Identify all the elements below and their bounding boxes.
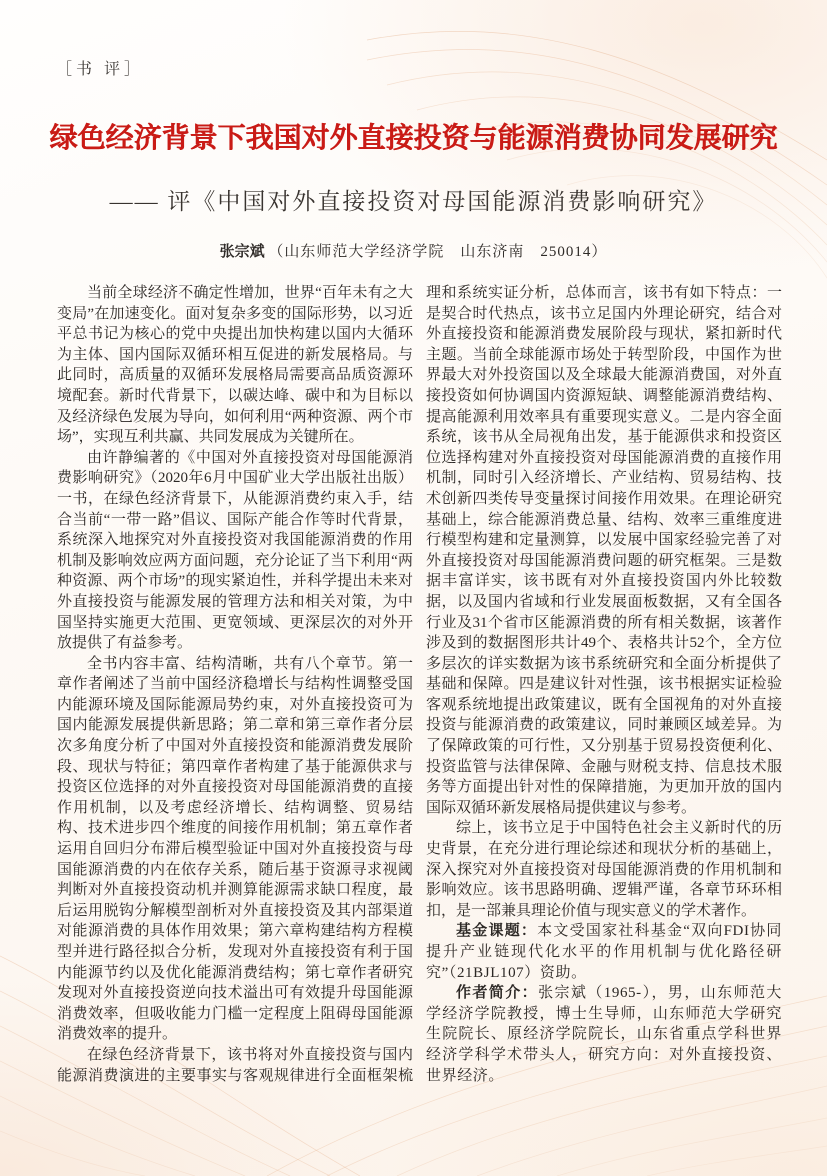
bio-label: 作者简介： (456, 984, 539, 1002)
article-title: 绿色经济背景下我国对外直接投资与能源消费协同发展研究 (49, 122, 778, 153)
body-paragraph-1: 当前全球经济不确定性增加，世界“百年未有之大变局”在加速变化。面对复杂多变的国际形势，以习近平总书记为核心的党中央提出加快构建以国内大循环为主体、国内国际双循环相互促进的新发展格局。与此同时，高质量的双循环发展格局需要高品质资源环境配套。新时代背景下，以碳达峰、碳中和为目标以及经济绿色发展为导向，如何利用“两种资源、两个市场”，实现互利共赢、共同发展成为关键所在。 (57, 285, 413, 446)
article-body (57, 283, 782, 1098)
fund-text: 本文受国家社科基金“双向FDI协同提升产业链现代化水平的作用机制与优化路径研究”（21BJL107）资助。 (426, 923, 782, 981)
article-subtitle: —— 评《中国对外直接投资对母国能源消费影响研究》 (109, 189, 718, 214)
author-bio-note (426, 983, 782, 1086)
author-affiliation: （山东师范大学经济学院 山东济南 250014） (268, 244, 608, 260)
author-line (0, 240, 827, 261)
bio-text: 张宗斌（1965-），男，山东师范大学经济学院教授，博士生导师，山东师范大学研究生院院长、原经济学院院长，山东省重点学科世界经济学科学术带头人，研究方向：对外直接投资、世界经济。 (426, 985, 782, 1084)
body-paragraph-4: 在绿色经济背景下，该书将对外直接投资与国内能源消费演进的主要事实与客观规律进行全面框架梳理和系统实证分析，总体而言，该书有如下特点：一是契合时代热点，该书立足国内外理论研究，结合对外直接投资和能源消费发展阶段与现状，紧扣新时代主题。当前全球能源市场处于转型阶段，中国作为世界最大对外投资国以及全球最大能源消费国，对外直接投资如何协调国内资源短缺、调整能源消费结构、提高能源利用效率具有重要现实意义。二是内容全面系统，该书从全局视角出发，基于能源供求和投资区位选择构建对外直接投资对母国能源消费的直接作用机制，同时引入经济增长、产业结构、贸易结构、技术创新四类传导变量探讨间接作用效果。在理论研究基础上，综合能源消费总量、结构、效率三重维度进行模型构建和定量测算，以发展中国家经验完善了对外直接投资对母国能源消费问题的研究框架。三是数据丰富详实，该书既有对外直接投资国内外比较数据，以及国内省域和行业发展面板数据，又有全国各行业及31个省市区能源消费的所有相关数据，该著作涉及到的数据图形共计49个、表格共计52个，全方位多层次的详实数据为该书系统研究和全面分析提供了基础和保障。四是建议针对性强，该书根据实证检验客观系统地提出政策建议，既有全国视角的对外直接投资与能源消费的政策建议，同时兼顾区域差异。为了保障政策的可行性，又分别基于贸易投资便利化、投资监管与法律保障、金融与财税支持、信息技术服务等方面提出针对性的保障措施，为更加开放的国内国际双循环新发展格局提供建议与参考。 (57, 285, 782, 1084)
body-paragraph-3: 全书内容丰富、结构清晰，共有八个章节。第一章作者阐述了当前中国经济稳增长与结构性调整受国内能源环境及国际能源局势约束，对外直接投资可为国内能源发展提供新思路；第二章和第三章作者分层次多角度分析了中国对外直接投资和能源消费发展阶段、现状与特征；第四章作者构建了基于能源供求与投资区位选择的对外直接投资对母国能源消费的直接作用机制，以及考虑经济增长、结构调整、贸易结构、技术进步四个维度的间接作用机制；第五章作者运用自回归分布滞后模型验证中国对外直接投资与母国能源消费的内在依存关系，随后基于资源寻求视阈判断对外直接投资动机并测算能源需求缺口程度，最后运用脱钩分解模型剖析对外直接投资及其内部渠道对能源消费的具体作用效果；第六章构建结构方程模型并进行路径拟合分析，发现对外直接投资有利于国内能源节约以及优化能源消费结构；第七章作者研究发现对外直接投资逆向技术溢出可有效提升母国能源消费效率，但吸收能力门槛一定程度上阻碍母国能源消费效率的提升。 (57, 655, 413, 1043)
body-paragraph-5: 综上，该书立足于中国特色社会主义新时代的历史背景，在充分进行理论综述和现状分析的基础上，深入探究对外直接投资对母国能源消费的作用机制和影响效应。该书思路明确、逻辑严谨，各章节环环相扣，是一部兼具理论价值与现实意义的学术著作。 (426, 820, 782, 919)
fund-label: 基金课题： (456, 922, 538, 940)
author-name: 张宗斌 (219, 243, 265, 260)
fund-note (426, 921, 782, 983)
body-paragraph-2: 由许静编著的《中国对外直接投资对母国能源消费影响研究》（2020年6月中国矿业大学出版社出版）一书，在绿色经济背景下，从能源消费约束入手，结合当前“一带一路”倡议、国际产能合作等时代背景，系统深入地探究对外直接投资对我国能源消费的作用机制及影响效应两方面问题，充分论证了当下利用“两种资源、两个市场”的现实紧迫性，并科学提出未来对外直接投资与能源发展的管理方法和相关对策，为中国坚持实施更大范围、更宽领域、更深层次的对外开放提供了有益参考。 (57, 449, 413, 652)
category-label: ［书 评］ (56, 61, 145, 78)
